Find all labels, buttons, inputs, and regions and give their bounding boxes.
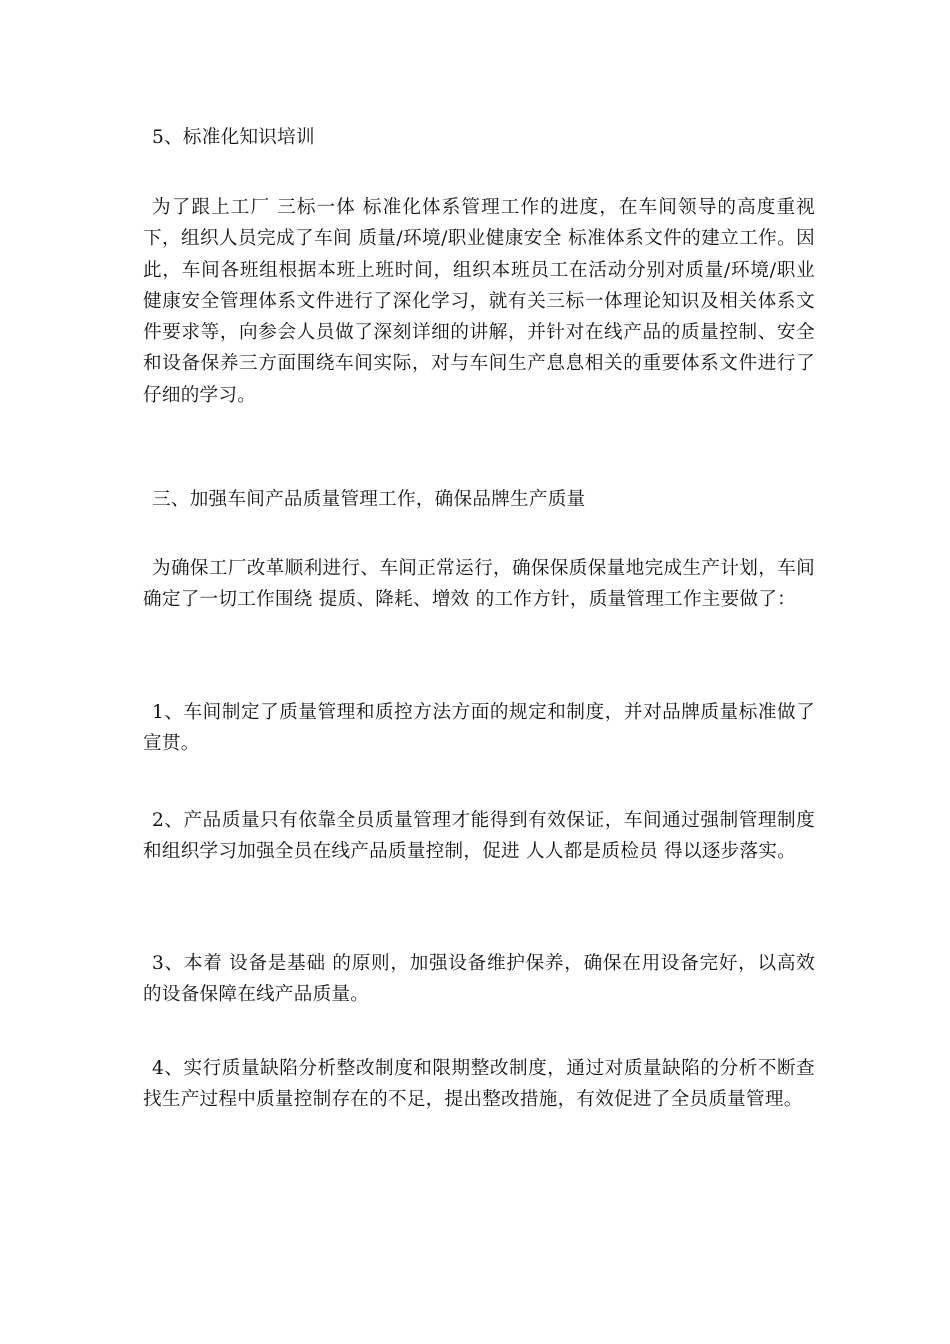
paragraph-quality-management-intro: 为确保工厂改革顺利进行、车间正常运行，确保保质保量地完成生产计划，车间确定了一切工作围绕 提质、降耗、增效 的工作方针，质量管理工作主要做了： — [143, 558, 815, 611]
paragraph-item-2: 2、产品质量只有依靠全员质量管理才能得到有效保证，车间通过强制管理制度和组织学习加强全员在线产品质量控制，促进 人人都是质检员 得以逐步落实。 — [143, 810, 815, 863]
paragraph-item-4: 4、实行质量缺陷分析整改制度和限期整改制度，通过对质量缺陷的分析不断查找生产过程中质量控制存在的不足，提出整改措施，有效促进了全员质量管理。 — [143, 1058, 815, 1111]
paragraph-standardization-training: 为了跟上工厂 三标一体 标准化体系管理工作的进度，在车间领导的高度重视下，组织人员完成了车间 质量/环境/职业健康安全 标准体系文件的建立工作。因此，车间各班组根据本班上班时间，组织本班员工在活动分别对质量/环境/职业健康安全管理体系文件进行了深化学习，就有关三标一体理论知识及相关体系文件要求等，向参会人员做了深刻详细的讲解，并针对在线产品的质量控制、安全和设备保养三方面围绕车间实际，对与车间生产息息相关的重要体系文件进行了仔细的学习。 — [143, 197, 815, 406]
section-heading-quality-management: 三、加强车间产品质量管理工作，确保品牌生产质量 — [152, 489, 586, 510]
paragraph-item-1: 1、车间制定了质量管理和质控方法方面的规定和制度，并对品牌质量标准做了宣贯。 — [143, 702, 815, 755]
section-heading-standardization-training: 5、标准化知识培训 — [152, 127, 315, 148]
paragraph-item-3: 3、本着 设备是基础 的原则，加强设备维护保养，确保在用设备完好，以高效的设备保障在线产品质量。 — [143, 953, 815, 1006]
